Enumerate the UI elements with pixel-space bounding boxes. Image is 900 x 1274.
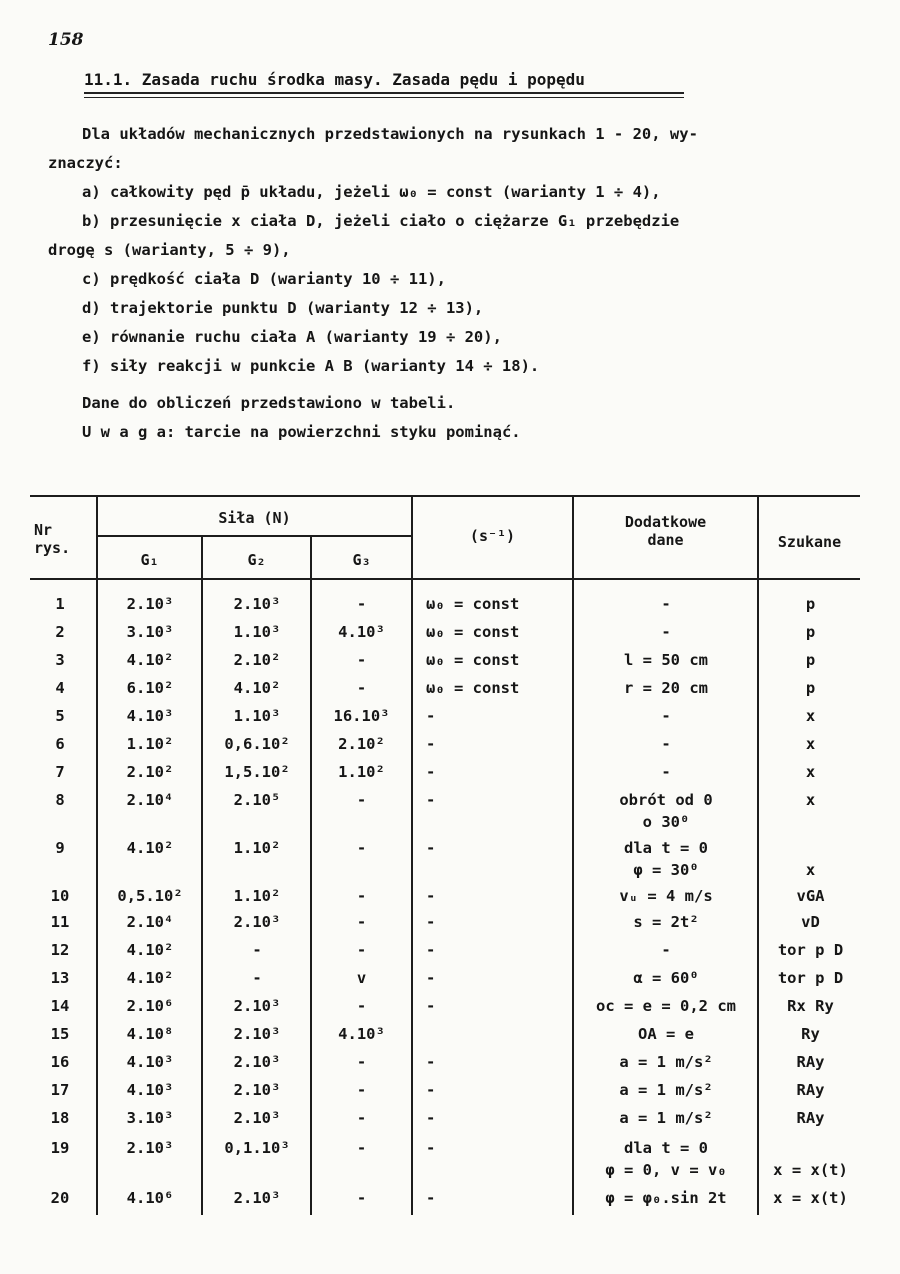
cell-extra: -: [661, 707, 671, 725]
cell-extra: -: [661, 941, 671, 959]
cell-g2: 2.10³: [233, 595, 281, 613]
cell-extra: dla t = 0: [624, 839, 708, 857]
header-omega-unit: (s⁻¹): [469, 527, 516, 545]
cell-g1: 4.10⁶: [126, 1189, 174, 1207]
cell-g1: 2.10²: [126, 763, 174, 781]
cell-g2: 1.10³: [233, 623, 281, 641]
cell-sought: x: [805, 763, 816, 781]
cell-nr: 14: [50, 997, 70, 1015]
cell-extra: a = 1 m/s²: [619, 1053, 713, 1071]
cell-sought: RAy: [796, 1053, 825, 1071]
cell-nr: 1: [55, 595, 65, 613]
cell-g2: 2.10³: [233, 1025, 281, 1043]
warning-text: tarcie na powierzchni styku pominąć.: [184, 423, 521, 441]
cell-extra: r = 20 cm: [624, 679, 708, 697]
cell-g1: 2.10⁶: [126, 997, 174, 1015]
cell-nr: 20: [50, 1189, 70, 1207]
cell-g2: 1.10²: [233, 887, 281, 905]
cell-g2: 2.10³: [233, 1189, 281, 1207]
cell-nr: 12: [50, 941, 70, 959]
cell-nr: 16: [50, 1053, 70, 1071]
cell-sought: RAy: [796, 1081, 825, 1099]
cell-omega: -: [426, 913, 436, 931]
cell-g2: -: [252, 969, 262, 987]
cell-nr: 17: [50, 1081, 70, 1099]
intro-lead: Dla układów mechanicznych przedstawionych na rysunkach 1 - 20, wy-: [82, 125, 698, 143]
cell-nr: 15: [50, 1025, 70, 1043]
cell-g3: 2.10²: [338, 735, 385, 753]
cell-g1: 2.10³: [126, 1139, 174, 1157]
cell-g1: 4.10³: [126, 707, 174, 725]
cell-g2: 1,5.10²: [224, 763, 290, 781]
cell-sought: Ry: [801, 1025, 820, 1043]
section-title: 11.1. Zasada ruchu środka masy. Zasada pędu i popędu: [84, 70, 585, 89]
cell-sought: vGA: [796, 887, 825, 905]
cell-g3: -: [356, 997, 367, 1015]
column-rule-4: [411, 495, 413, 1215]
cell-g1: 2.10⁴: [126, 913, 174, 931]
cell-g2: 1.10³: [233, 707, 281, 725]
cell-g2: -: [252, 941, 262, 959]
cell-omega: -: [426, 1081, 436, 1099]
cell-extra: l = 50 cm: [624, 651, 708, 669]
cell-g1: 3.10³: [126, 623, 174, 641]
cell-nr: 7: [55, 763, 65, 781]
cell-omega: -: [426, 887, 436, 905]
cell-extra: oc = e = 0,2 cm: [596, 997, 736, 1015]
cell-g1: 4.10⁸: [126, 1025, 174, 1043]
cell-g3: -: [356, 679, 367, 697]
cell-sought: tor p D: [777, 969, 844, 987]
task-item-a: a) całkowity pęd p̄ układu, jeżeli ω₀ = const (warianty 1 ÷ 4),: [82, 183, 661, 201]
cell-omega: -: [426, 763, 436, 781]
cell-extra: -: [661, 623, 671, 641]
task-item-d: d) trajektorie punktu D (warianty 12 ÷ 13),: [82, 299, 484, 317]
cell-omega: -: [426, 1189, 436, 1207]
cell-g3: -: [356, 839, 367, 857]
cell-sought: p: [805, 651, 816, 669]
cell-omega: -: [426, 707, 436, 725]
cell-g3: 4.10³: [338, 1025, 385, 1043]
header-bottom-rule: [30, 578, 860, 580]
cell-g3: 1.10²: [338, 763, 385, 781]
cell-nr: 2: [55, 623, 65, 641]
cell-omega: ω₀ = const: [426, 679, 520, 697]
cell-omega: -: [426, 839, 436, 857]
table-top-rule: [30, 495, 860, 497]
intro-lead-continued: znaczyć:: [48, 154, 123, 172]
cell-omega: -: [426, 735, 436, 753]
header-extra-data: Dodatkowe dane: [624, 513, 707, 549]
warning-label: U w a g a:: [82, 423, 176, 441]
cell-g2: 2.10³: [233, 997, 281, 1015]
cell-omega: -: [426, 941, 436, 959]
cell-sought: x: [805, 791, 816, 809]
cell-omega: -: [426, 1109, 436, 1127]
cell-sought: p: [805, 679, 816, 697]
cell-extra: a = 1 m/s²: [619, 1081, 713, 1099]
cell-g2: 2.10⁵: [233, 791, 281, 809]
cell-omega: ω₀ = const: [426, 651, 520, 669]
cell-omega: -: [426, 791, 436, 809]
cell-sought: RAy: [796, 1109, 825, 1127]
cell-omega: -: [426, 997, 436, 1015]
cell-g3: -: [356, 1189, 367, 1207]
cell-extra: dla t = 0: [624, 1139, 708, 1157]
cell-g1: 0,5.10²: [117, 887, 183, 905]
task-item-c: c) prędkość ciała D (warianty 10 ÷ 11),: [82, 270, 446, 288]
cell-g1: 4.10²: [126, 941, 174, 959]
cell-g3: v: [356, 969, 367, 987]
cell-g3: -: [356, 1053, 367, 1071]
header-g2: G₂: [247, 551, 266, 569]
header-nr: Nr rys.: [34, 521, 71, 557]
cell-extra: o 30⁰: [642, 813, 690, 831]
task-item-b: b) przesunięcie x ciała D, jeżeli ciało o ciężarze G₁ przebędzie: [82, 212, 680, 230]
cell-nr: 4: [55, 679, 65, 697]
cell-extra: α = 60⁰: [633, 969, 699, 987]
cell-extra: obrót od 0: [619, 791, 713, 809]
force-group-rule: [98, 535, 413, 537]
cell-nr: 18: [50, 1109, 70, 1127]
data-table: [30, 495, 860, 1230]
cell-nr: 11: [50, 913, 70, 931]
cell-g2: 2.10³: [233, 1081, 281, 1099]
column-rule-2: [201, 536, 203, 1215]
cell-nr: 5: [55, 707, 65, 725]
intro-text: [48, 120, 868, 447]
cell-extra: -: [661, 763, 671, 781]
cell-g3: -: [356, 1109, 367, 1127]
cell-nr: 10: [50, 887, 70, 905]
cell-extra: -: [661, 735, 671, 753]
column-rule-1: [96, 495, 98, 1215]
header-g1: G₁: [140, 551, 159, 569]
cell-g3: -: [356, 595, 367, 613]
warning-note: [48, 418, 868, 447]
cell-nr: 19: [50, 1139, 70, 1157]
cell-nr: 9: [55, 839, 65, 857]
cell-g2: 2.10³: [233, 1053, 281, 1071]
cell-g1: 3.10³: [126, 1109, 174, 1127]
cell-extra: vᵤ = 4 m/s: [619, 887, 713, 905]
header-sought: Szukane: [777, 533, 842, 551]
cell-extra: φ = 0, v = v₀: [605, 1161, 727, 1179]
header-force-group: Siła (N): [218, 509, 291, 527]
cell-sought: x = x(t): [773, 1161, 848, 1179]
cell-g1: 4.10²: [126, 839, 174, 857]
cell-g2: 0,1.10³: [224, 1139, 290, 1157]
cell-sought: vD: [801, 913, 820, 931]
cell-sought: p: [805, 623, 816, 641]
cell-g3: -: [356, 913, 367, 931]
cell-omega: -: [426, 1053, 436, 1071]
page-number: 158: [48, 30, 84, 50]
cell-sought: Rx Ry: [787, 997, 834, 1015]
cell-omega: -: [426, 969, 436, 987]
cell-omega: -: [426, 1139, 436, 1157]
cell-g1: 2.10³: [126, 595, 174, 613]
cell-g1: 4.10³: [126, 1081, 174, 1099]
task-item-b-continued: drogę s (warianty, 5 ÷ 9),: [48, 241, 291, 259]
cell-sought: x: [805, 707, 816, 725]
cell-g3: -: [356, 1081, 367, 1099]
cell-nr: 13: [50, 969, 70, 987]
cell-g1: 2.10⁴: [126, 791, 174, 809]
cell-extra: a = 1 m/s²: [619, 1109, 713, 1127]
cell-sought: tor p D: [777, 941, 844, 959]
cell-g2: 2.10²: [233, 651, 281, 669]
cell-sought: x = x(t): [773, 1189, 848, 1207]
cell-omega: ω₀ = const: [426, 595, 520, 613]
cell-g2: 0,6.10²: [224, 735, 290, 753]
cell-g2: 4.10²: [233, 679, 281, 697]
title-underline: [84, 92, 684, 98]
cell-g3: -: [356, 941, 367, 959]
cell-g1: 4.10²: [126, 651, 174, 669]
cell-sought: p: [805, 595, 816, 613]
cell-g1: 4.10³: [126, 1053, 174, 1071]
cell-extra: OA = e: [638, 1025, 694, 1043]
column-rule-6: [757, 495, 759, 1215]
cell-g3: -: [356, 1139, 367, 1157]
cell-extra: s = 2t²: [633, 913, 699, 931]
cell-g3: -: [356, 651, 367, 669]
cell-sought: x: [805, 735, 816, 753]
cell-g1: 4.10²: [126, 969, 174, 987]
data-note: Dane do obliczeń przedstawiono w tabeli.: [82, 394, 456, 412]
cell-g2: 2.10³: [233, 913, 281, 931]
cell-g3: -: [356, 791, 367, 809]
cell-g1: 1.10²: [126, 735, 174, 753]
cell-nr: 3: [55, 651, 65, 669]
cell-extra: φ = φ₀.sin 2t: [605, 1189, 727, 1207]
cell-g3: 16.10³: [333, 707, 390, 725]
cell-g3: 4.10³: [338, 623, 385, 641]
cell-g1: 6.10²: [126, 679, 174, 697]
cell-sought: x: [805, 861, 816, 879]
cell-extra: φ = 30⁰: [633, 861, 699, 879]
task-item-f: f) siły reakcji w punkcie A B (warianty 14 ÷ 18).: [82, 357, 540, 375]
cell-g2: 1.10²: [233, 839, 281, 857]
cell-nr: 6: [55, 735, 65, 753]
task-item-e: e) równanie ruchu ciała A (warianty 19 ÷ 20),: [82, 328, 502, 346]
cell-g3: -: [356, 887, 367, 905]
cell-g2: 2.10³: [233, 1109, 281, 1127]
header-g3: G₃: [352, 551, 371, 569]
cell-nr: 8: [55, 791, 65, 809]
cell-omega: ω₀ = const: [426, 623, 520, 641]
cell-extra: -: [661, 595, 671, 613]
